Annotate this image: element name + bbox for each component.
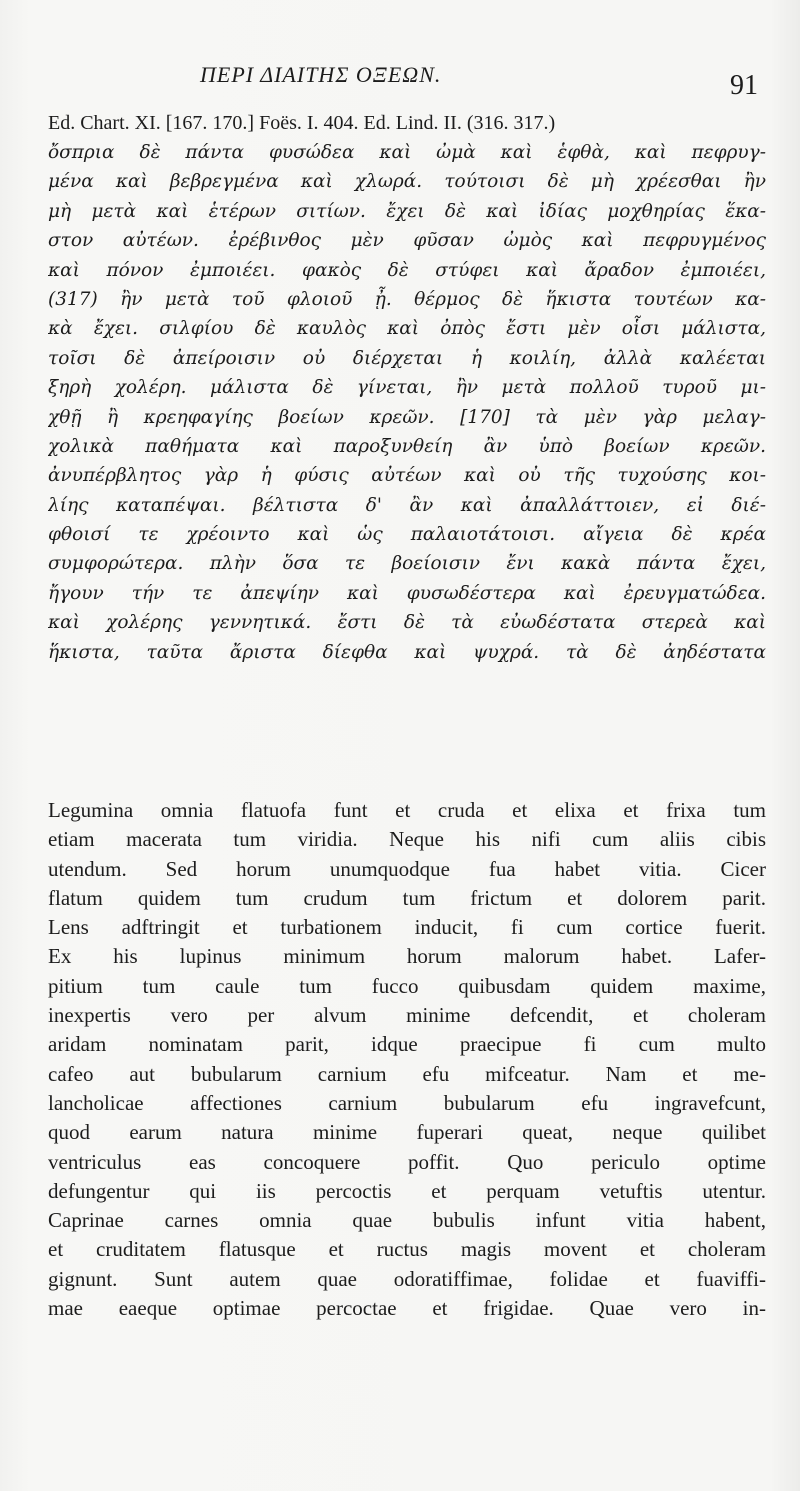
latin-text-line: mae eaeque optimae percoctae et frigidae. Quae vero in- [48,1296,766,1321]
running-head [0,62,800,101]
latin-text-line: Legumina omnia flatuofa funt et cruda et elixa et frixa tum [48,798,766,822]
greek-text-line: κὰ ἔχει. σιλφίου δὲ καυλὸς καὶ ὀπὸς ἔστι μὲν οἷσι μάλιστα, [48,318,766,340]
latin-text-line: cafeo aut bubularum carnium efu mifceatur. Nam et me- [48,1061,766,1086]
latin-text-line: Caprinae carnes omnia quae bubulis infunt vitia habent, [48,1208,766,1233]
latin-text-block [48,796,766,1323]
latin-text-line: quod earum natura minime fuperari queat, neque quilibet [48,1120,766,1145]
greek-text-line: μὴ μετὰ καὶ ἑτέρων σιτίων. ἔχει δὲ καὶ ἰδίας μοχθηρίας ἕκα- [48,200,766,222]
latin-text-line: aridam nominatam parit, idque praecipue fi cum multo [48,1032,766,1057]
greek-text-line: καὶ χολέρης γεννητικά. ἔστι δὲ τὰ εὐωδέστατα στερεὰ καὶ [48,612,766,634]
latin-text-line: et cruditatem flatusque et ructus magis movent et choleram [48,1237,766,1262]
greek-text-line: λίης καταπέψαι. βέλτιστα δ' ἂν καὶ ἀπαλλάττοιεν, εἰ διέ- [48,494,766,516]
running-title: ΠΕΡΙ ΔΙΑΙΤΗΣ ΟΞΕΩΝ. [200,62,442,87]
latin-text-line: Lens adftringit et turbationem inducit, fi cum cortice fuerit. [48,915,766,940]
latin-text-line: etiam macerata tum viridia. Neque his nifi cum aliis cibis [48,827,766,852]
greek-text-line: ἥκιστα, ταῦτα ἄριστα δίεφθα καὶ ψυχρά. τὰ δὲ ἀηδέστατα [48,641,766,663]
greek-text-block [48,138,766,667]
greek-text-line: ξηρὴ χολέρη. μάλιστα δὲ γίνεται, ἢν μετὰ πολλοῦ τυροῦ μι- [48,377,766,399]
greek-text-line: φθοισί τε χρέοιντο καὶ ὡς παλαιοτάτοισι. αἴγεια δὲ κρέα [48,524,766,546]
edition-reference-line: Ed. Chart. XI. [167. 170.] Foës. I. 404. Ed. Lind. II. (316. 317.) [48,112,556,134]
latin-text-line: gignunt. Sunt autem quae odoratiffimae, folidae et fuaviffi- [48,1266,766,1291]
greek-text-line: μένα καὶ βεβρεγμένα καὶ χλωρά. τούτοισι δὲ μὴ χρέεσθαι ἢν [48,171,766,193]
greek-text-line: χολικὰ παθήματα καὶ παροξυνθείη ἂν ὑπὸ βοείων κρεῶν. [48,435,766,457]
greek-text-line: καὶ πόνον ἐμποιέει. φακὸς δὲ στύφει καὶ ἄραδον ἐμποιέει, [48,259,766,281]
greek-text-line: χθῇ ἢ κρεηφαγίης βοείων κρεῶν. [170] τὰ μὲν γὰρ μελαγ- [48,406,766,428]
latin-text-line: flatum quidem tum crudum tum frictum et dolorem parit. [48,885,766,910]
latin-text-line: Ex his lupinus minimum horum malorum habet. Lafer- [48,944,766,969]
greek-text-line: τοῖσι δὲ ἀπείροισιν οὐ διέρχεται ἡ κοιλίη, ἀλλὰ καλέεται [48,347,766,369]
latin-text-line: lancholicae affectiones carnium bubularum efu ingravefcunt, [48,1090,766,1115]
page-number: 91 [730,70,758,101]
greek-text-line: στον αὐτέων. ἐρέβινθος μὲν φῦσαν ὠμὸς καὶ πεφρυγμένος [48,230,766,252]
greek-text-line: (317) ἢν μετὰ τοῦ φλοιοῦ ᾖ. θέρμος δὲ ἥκιστα τουτέων κα- [48,288,766,310]
latin-text-line: inexpertis vero per alvum minime defcendit, et choleram [48,1003,766,1028]
latin-text-line: ventriculus eas concoquere poffit. Quo periculo optime [48,1149,766,1174]
greek-text-line: ἤγουν τήν τε ἀπεψίην καὶ φυσωδέστερα καὶ ἐρευγματώδεα. [48,582,766,604]
greek-text-line: ὄσπρια δὲ πάντα φυσώδεα καὶ ὠμὰ καὶ ἑφθὰ, καὶ πεφρυγ- [48,142,766,163]
latin-text-line: defungentur qui iis percoctis et perquam vetuftis utentur. [48,1178,766,1203]
greek-text-line: ἀνυπέρβλητος γὰρ ἡ φύσις αὐτέων καὶ οὐ τῆς τυχούσης κοι- [48,465,766,487]
latin-text-line: pitium tum caule tum fucco quibusdam quidem maxime, [48,973,766,998]
latin-text-line: utendum. Sed horum unumquodque fua habet vitia. Cicer [48,856,766,881]
greek-text-line: συμφορώτερα. πλὴν ὅσα τε βοείοισιν ἔνι κακὰ πάντα ἔχει, [48,553,766,575]
